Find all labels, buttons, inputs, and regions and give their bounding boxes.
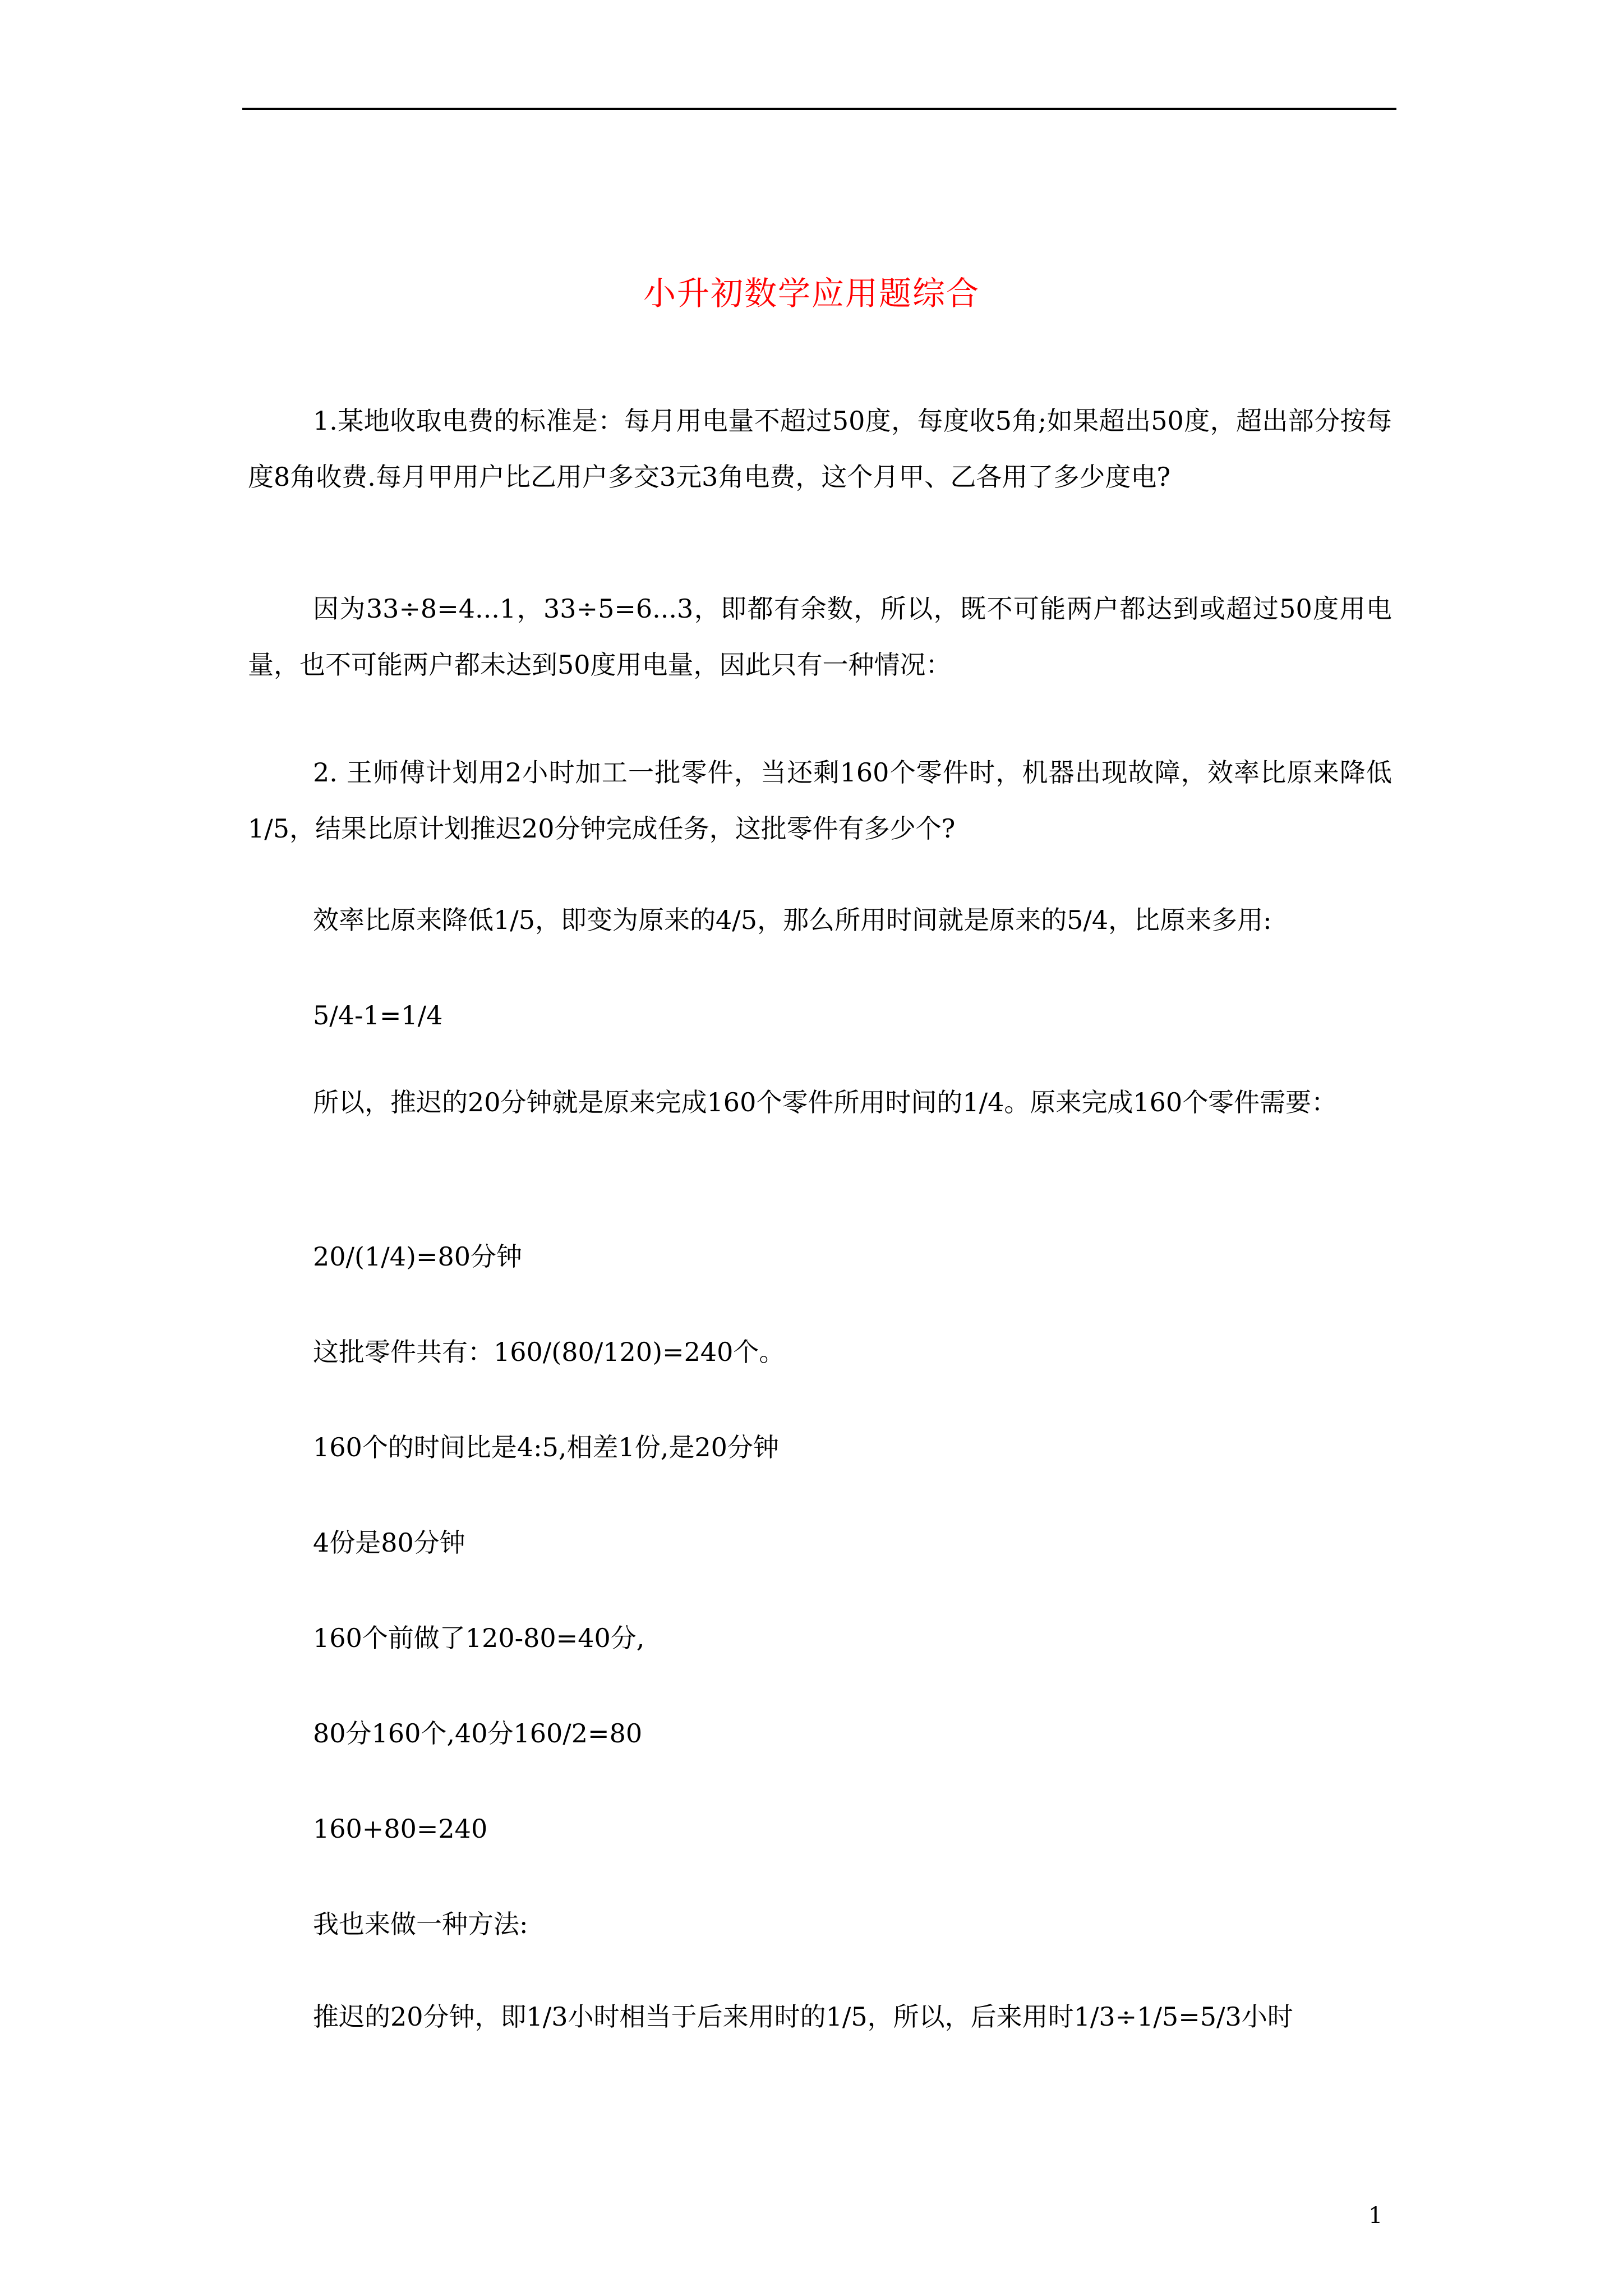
method-line: 160+80=240	[313, 1814, 488, 1844]
paragraph-question-1: 1.某地收取电费的标准是：每月用电量不超过50度，每度收5角;如果超出50度，超出部分按每度8角收费.每月甲用户比乙用户多交3元3角电费，这个月甲、乙各用了多少度电?	[248, 406, 1392, 492]
paragraph-answer-1: 因为33÷8=4...1，33÷5=6...3，即都有余数，所以，既不可能两户都达到或超过50度用电量，也不可能两户都未达到50度用电量，因此只有一种情况：	[248, 593, 1392, 680]
method-heading-line: 我也来做一种方法:	[313, 1909, 528, 1939]
method-line: 80分160个,40分160/2=80	[313, 1718, 643, 1749]
paragraph-solution-line: 效率比原来降低1/5，即变为原来的4/5，那么所用时间就是原来的5/4，比原来多用:	[313, 905, 1272, 935]
document-title: 小升初数学应用题综合	[643, 274, 980, 312]
paragraph-solution-explanation: 所以，推迟的20分钟就是原来完成160个零件所用时间的1/4。原来完成160个零件需要：	[313, 1087, 1338, 1117]
header-rule	[242, 108, 1396, 110]
result-line: 这批零件共有：160/(80/120)=240个。	[313, 1337, 785, 1367]
paragraph-question-2: 2. 王师傅计划用2小时加工一批零件，当还剩160个零件时，机器出现故障，效率比原来降低1/5，结果比原计划推迟20分钟完成任务，这批零件有多少个?	[248, 757, 1392, 844]
method-line: 160个前做了120-80=40分,	[313, 1623, 645, 1653]
method-line: 4份是80分钟	[313, 1527, 465, 1558]
paragraph-alternative-method: 推迟的20分钟，即1/3小时相当于后来用时的1/5，所以，后来用时1/3÷1/5=5/3小时	[313, 2001, 1293, 2032]
page-number: 1	[1368, 2203, 1383, 2229]
equation-line: 20/(1/4)=80分钟	[313, 1241, 523, 1272]
equation-line: 5/4-1=1/4	[313, 1000, 443, 1030]
method-line: 160个的时间比是4:5,相差1份,是20分钟	[313, 1432, 779, 1462]
